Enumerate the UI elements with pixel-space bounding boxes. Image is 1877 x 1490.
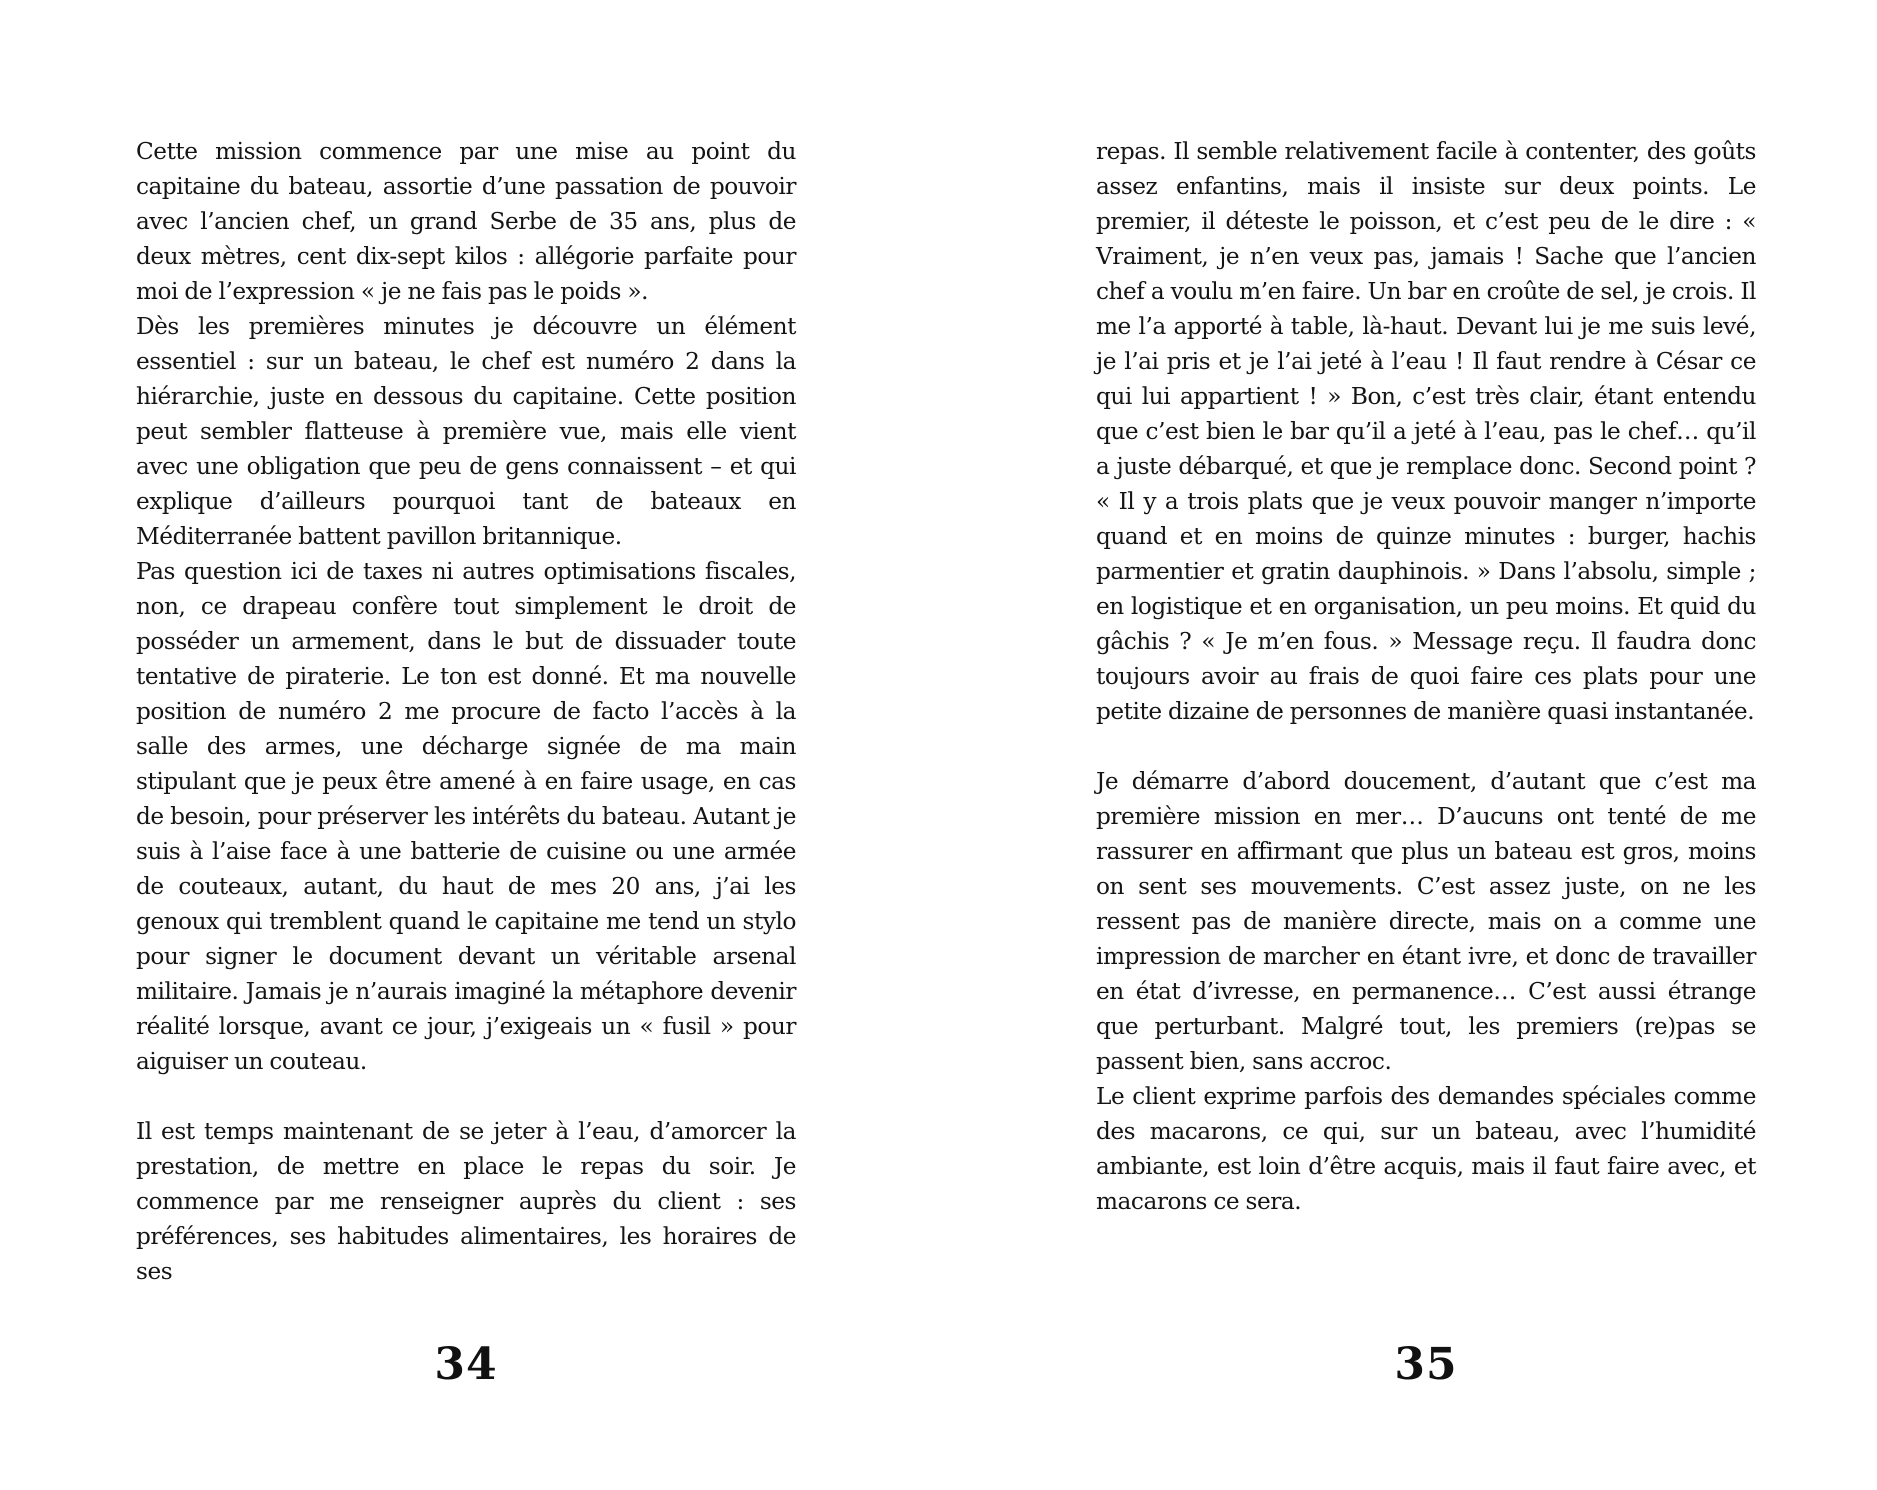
page-number-right: 35 (1394, 1339, 1458, 1390)
right-page-text (1096, 134, 1756, 1219)
right-paragraph-3: Le client exprime parfois des demandes spéciales comme des macarons, ce qui, sur un bateau, avec l’humidité ambiante, est loin d’être acquis, mais il faut faire avec, et macarons ce sera. (1096, 1083, 1756, 1215)
right-page (1096, 134, 1756, 1219)
left-paragraph-4: Il est temps maintenant de se jeter à l’eau, d’amorcer la prestation, de mettre en place le repas du soir. Je commence par me renseigner auprès du client : ses préférences, ses habitudes alimentaires, les horaires de ses (136, 1118, 796, 1285)
paragraph-gap (1096, 729, 1756, 764)
page-number-left: 34 (434, 1339, 498, 1390)
right-paragraph-1: repas. Il semble relativement facile à contenter, des goûts assez enfantins, mais il insiste sur deux points. Le premier, il déteste le poisson, et c’est peu de le dire : « Vraiment, je n’en veux pas, jamais ! Sache que l’ancien chef a voulu m’en faire. Un bar en croûte de sel, je crois. Il me l’a apporté à table, là-haut. Devant lui je me suis levé, je l’ai pris et je l’ai jeté à l’eau ! Il faut rendre à César ce qui lui appartient ! » Bon, c’est très clair, étant entendu que c’est bien le bar qu’il a jeté à l’eau, pas le chef… qu’il a juste débarqué, et que je remplace donc. Second point ? « Il y a trois plats que je veux pouvoir manger n’importe quand et en moins de quinze minutes : burger, hachis parmentier et gratin dauphinois. » Dans l’absolu, simple ; en logistique et en organisation, un peu moins. Et quid du gâchis ? « Je m’en fous. » Message reçu. Il faudra donc toujours avoir au frais de quoi faire ces plats pour une petite dizaine de personnes de manière quasi instantanée. (1096, 138, 1756, 725)
left-page (136, 134, 796, 1289)
left-paragraph-2: Dès les premières minutes je découvre un élément essentiel : sur un bateau, le chef est numéro 2 dans la hiérarchie, juste en dessous du capitaine. Cette position peut sembler flatteuse à première vue, mais elle vient avec une obligation que peu de gens connaissent – et qui explique d’ailleurs pourquoi tant de bateaux en Méditerranée battent pavillon britannique. (136, 313, 796, 550)
left-page-text (136, 134, 796, 1289)
left-paragraph-3: Pas question ici de taxes ni autres optimisations fiscales, non, ce drapeau confère tout simplement le droit de posséder un armement, dans le but de dissuader toute tentative de piraterie. Le ton est donné. Et ma nouvelle position de numéro 2 me procure de facto l’accès à la salle des armes, une décharge signée de ma main stipulant que je peux être amené à en faire usage, en cas de besoin, pour préserver les intérêts du bateau. Autant je suis à l’aise face à une batterie de cuisine ou une armée de couteaux, autant, du haut de mes 20 ans, j’ai les genoux qui tremblent quand le capitaine me tend un stylo pour signer le document devant un véritable arsenal militaire. Jamais je n’aurais imaginé la métaphore devenir réalité lorsque, avant ce jour, j’exigeais un « fusil » pour aiguiser un couteau. (136, 558, 796, 1075)
right-paragraph-2: Je démarre d’abord doucement, d’autant que c’est ma première mission en mer… D’aucuns ont tenté de me rassurer en affirmant que plus un bateau est gros, moins on sent ses mouvements. C’est assez juste, on ne les ressent pas de manière directe, mais on a comme une impression de marcher en étant ivre, et donc de travailler en état d’ivresse, en permanence… C’est aussi étrange que perturbant. Malgré tout, les premiers (re)pas se passent bien, sans accroc. (1096, 768, 1756, 1075)
left-paragraph-1: Cette mission commence par une mise au point du capitaine du bateau, assortie d’une passation de pouvoir avec l’ancien chef, un grand Serbe de 35 ans, plus de deux mètres, cent dix-sept kilos : allégorie parfaite pour moi de l’expression « je ne fais pas le poids ». (136, 138, 796, 305)
paragraph-gap (136, 1079, 796, 1114)
